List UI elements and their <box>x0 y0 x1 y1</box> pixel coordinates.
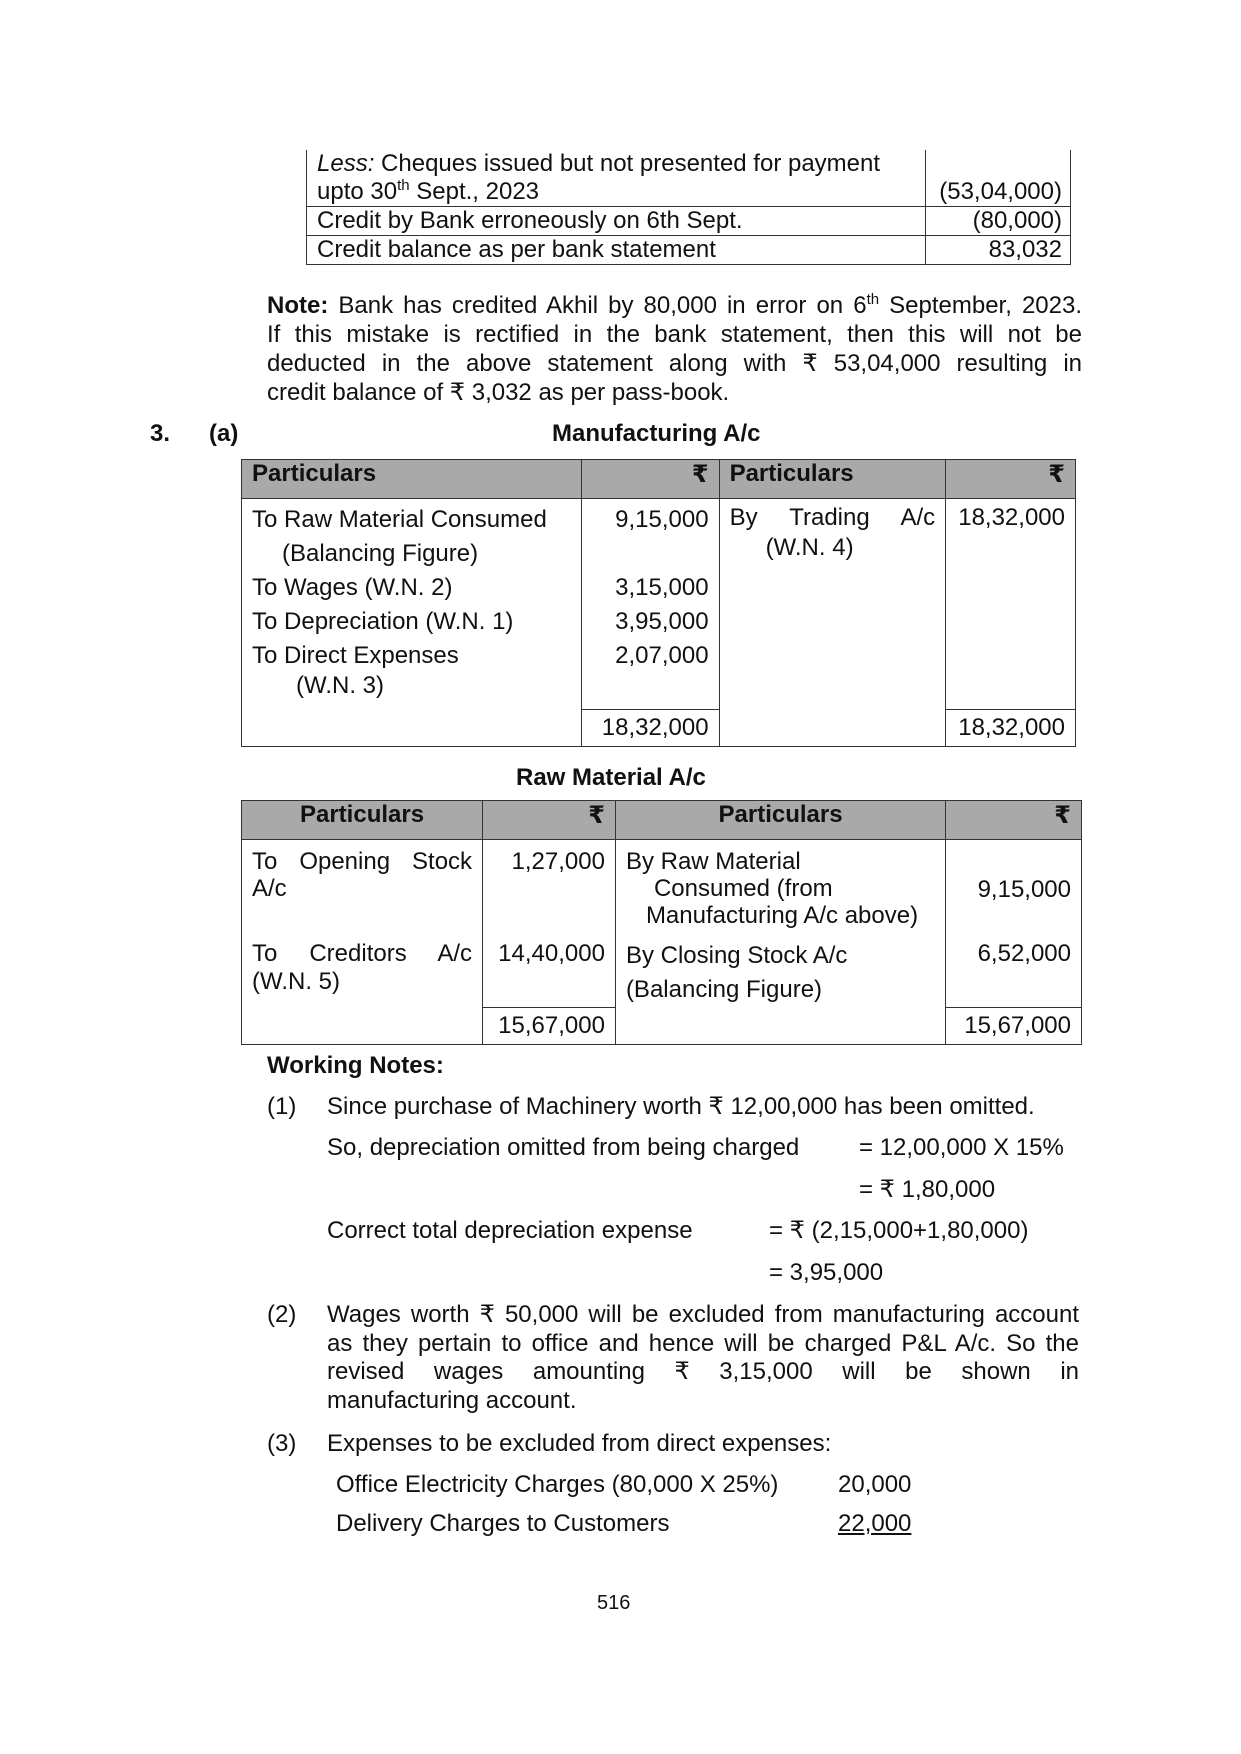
wn-value: = 3,95,000 <box>769 1259 884 1286</box>
wn-item-label: Delivery Charges to Customers <box>336 1510 670 1537</box>
recon-label: Less: Cheques issued but not presented for payment upto 30th Sept., 2023 <box>307 150 926 207</box>
note-line: deducted in the above statement along with ₹ 53,04,000 resulting in <box>267 350 1082 377</box>
header-amount: ₹ <box>946 460 1076 499</box>
debit-particulars: To Raw Material Consumed (Balancing Figure) To Wages (W.N. 2) To Depreciation (W.N. 1) To Direct Expenses (W.N. 3) <box>242 499 582 710</box>
question-part: (a) <box>209 420 239 447</box>
wn-number: (3) <box>267 1430 297 1457</box>
header-particulars: Particulars <box>615 801 945 840</box>
debit-amounts: 9,15,000 3,15,000 3,95,000 2,07,000 <box>582 499 719 710</box>
note-line: Note: Bank has credited Akhil by 80,000 in error on 6th September, 2023. <box>267 291 1082 319</box>
header-amount: ₹ <box>946 801 1082 840</box>
note-line: If this mistake is rectified in the bank statement, then this will not be <box>267 321 1082 348</box>
recon-row-credit <box>307 207 1071 236</box>
debit-total: 15,67,000 <box>483 1007 616 1044</box>
note <box>267 291 1082 407</box>
recon-row-balance <box>307 236 1071 265</box>
wn-item-label: Office Electricity Charges (80,000 X 25%) <box>336 1471 779 1498</box>
header-particulars: Particulars <box>719 460 946 499</box>
wn-value: = ₹ 1,80,000 <box>859 1176 996 1203</box>
wn-number: (1) <box>267 1093 297 1120</box>
wn-item-value: 22,000 <box>838 1510 912 1537</box>
header-amount: ₹ <box>582 460 719 499</box>
table-header <box>242 460 1076 499</box>
question-number: 3. <box>150 420 171 447</box>
debit-total: 18,32,000 <box>582 709 719 746</box>
recon-label: Credit by Bank erroneously on 6th Sept. <box>307 207 926 236</box>
header-particulars: Particulars <box>242 801 483 840</box>
manufacturing-title: Manufacturing A/c <box>552 420 761 447</box>
recon-value: 83,032 <box>926 236 1071 265</box>
recon-value: (80,000) <box>926 207 1071 236</box>
raw-material-account-table <box>241 800 1082 1045</box>
recon-row-cheques <box>307 150 1071 207</box>
working-notes-title: Working Notes: <box>267 1052 444 1079</box>
wn-text: Expenses to be excluded from direct expenses: <box>327 1430 832 1457</box>
wn-text: Since purchase of Machinery worth ₹ 12,00,000 has been omitted. <box>327 1093 1035 1120</box>
raw-material-title: Raw Material A/c <box>516 764 706 791</box>
table-row: To Creditors A/c (W.N. 5) 14,40,000 By Closing Stock A/c (Balancing Figure) 6,52,000 <box>242 939 1082 1007</box>
recon-label: Credit balance as per bank statement <box>307 236 926 265</box>
wn-text: Correct total depreciation expense <box>327 1217 693 1244</box>
wn-number: (2) <box>267 1301 297 1328</box>
wn-item-value: 20,000 <box>838 1471 912 1498</box>
note-line: credit balance of ₹ 3,032 as per pass-book. <box>267 379 730 406</box>
credit-amounts: 18,32,000 <box>946 499 1076 710</box>
credit-total: 18,32,000 <box>946 709 1076 746</box>
wn-paragraph: Wages worth ₹ 50,000 will be excluded from manufacturing account as they pertain to office and hence will be charged P&L A/c. So the revised wages amounting ₹ 3,15,000 will be shown in manufacturing account. <box>327 1301 1079 1414</box>
credit-particulars: By Trading A/c (W.N. 4) <box>719 499 946 710</box>
bank-reconciliation-table <box>306 150 1071 265</box>
header-particulars: Particulars <box>242 460 582 499</box>
table-row: To Opening Stock A/c 1,27,000 By Raw Material Consumed (from Manufacturing A/c above) 9,15,000 <box>242 840 1082 940</box>
header-amount: ₹ <box>483 801 616 840</box>
credit-total: 15,67,000 <box>946 1007 1082 1044</box>
table-header <box>242 801 1082 840</box>
totals-row <box>242 709 1076 746</box>
recon-value: (53,04,000) <box>926 150 1071 207</box>
wn-value: = 12,00,000 X 15% <box>859 1134 1064 1161</box>
page-number: 516 <box>597 1592 631 1614</box>
table-row <box>242 499 1076 710</box>
totals-row <box>242 1007 1082 1044</box>
wn-text: So, depreciation omitted from being charged <box>327 1134 800 1161</box>
manufacturing-account-table <box>241 459 1076 747</box>
wn-value: = ₹ (2,15,000+1,80,000) <box>769 1217 1029 1244</box>
